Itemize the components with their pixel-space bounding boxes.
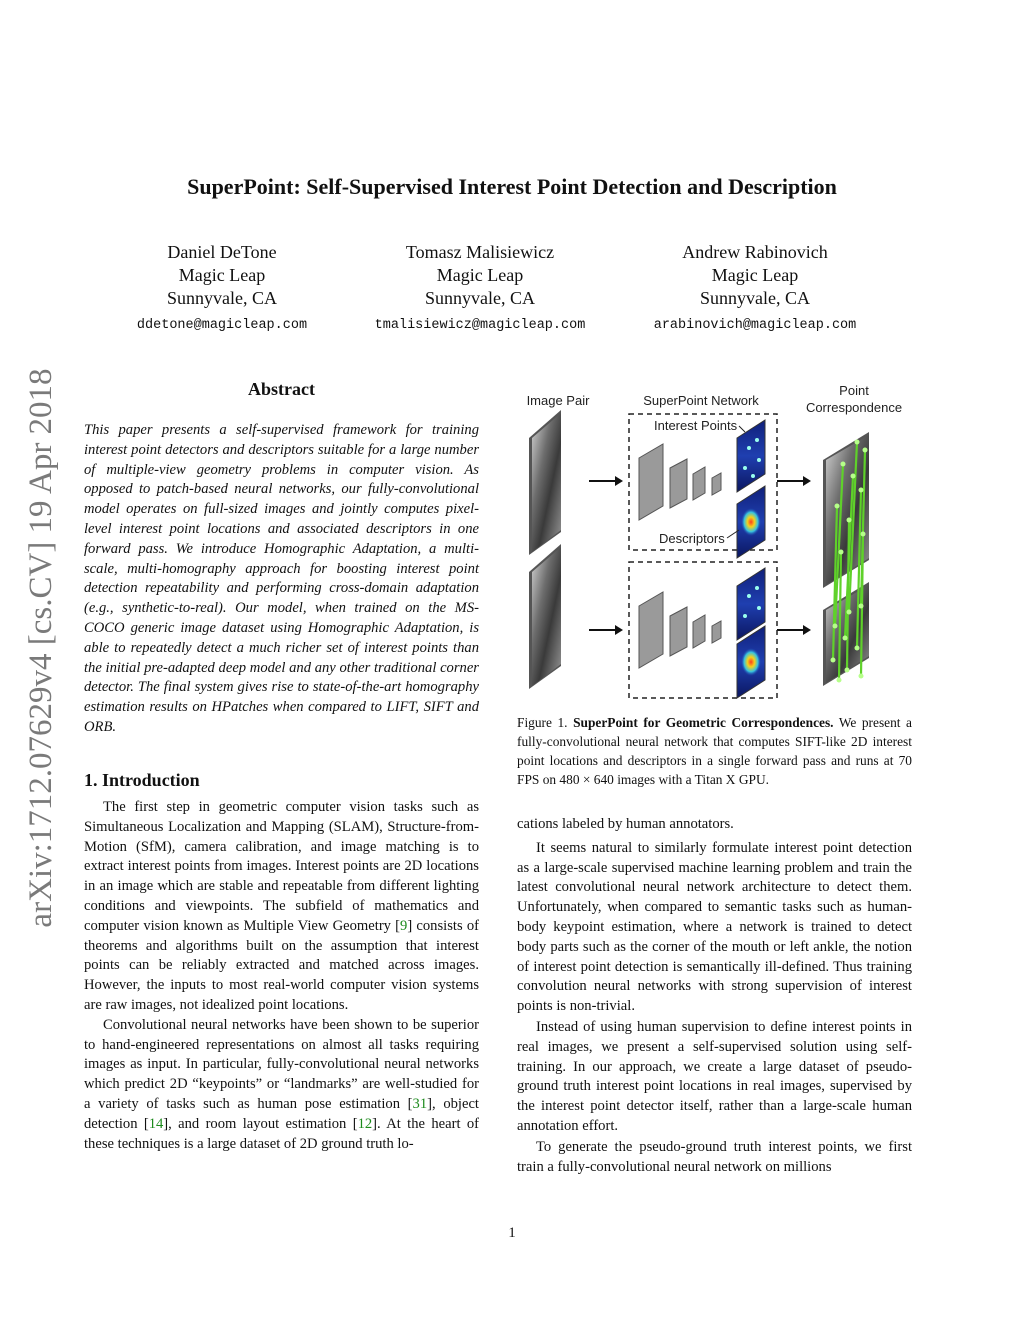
right-paragraph-0: cations labeled by human annotators. (517, 816, 734, 832)
intro-paragraph-2 (84, 1016, 479, 1155)
encoder-layers-top (639, 444, 721, 520)
introduction-column (84, 798, 479, 1154)
figure-superpoint-diagram (517, 380, 917, 700)
author-email[interactable]: tmalisiewicz@magicleap.com (374, 318, 586, 333)
label-superpoint-network: SuperPoint Network (643, 393, 759, 408)
text-span: The first step in geometric computer vision tasks such as Simultaneous Localization and Mapping (SLAM), Structure-from-Motion (SfM), camera calibration, and image matching is to extract interest points from images. Interest points are 2D locations in an image which are stable and repeatable from different lighting conditions and viewpoints. The subfield of mathematics and computer vision known as Multiple View Geometry [ (84, 799, 479, 934)
author-1 (92, 241, 352, 337)
label-interest-points: Interest Points (654, 418, 738, 433)
arrow-icon (777, 476, 811, 486)
text-span: ], and room layout estimation [ (163, 1115, 358, 1132)
author-email[interactable]: ddetone@magicleap.com (136, 318, 308, 333)
label-correspondence: Correspondence (805, 400, 903, 415)
arrow-icon (777, 625, 811, 635)
author-affiliation: Magic Leap (711, 265, 799, 285)
label-leader-line (739, 426, 745, 432)
caption-label: Figure 1. (517, 715, 568, 730)
input-image-top (529, 410, 561, 555)
author-location: Sunnyvale, CA (425, 288, 535, 308)
text-span: ]. At the heart of these techniques is a large dataset of 2D ground truth lo- (84, 1115, 479, 1152)
author-location: Sunnyvale, CA (700, 288, 810, 308)
intro-paragraph-1 (84, 798, 479, 1016)
author-name: Tomasz Malisiewicz (405, 242, 555, 262)
author-location: Sunnyvale, CA (167, 288, 277, 308)
author-affiliation: Magic Leap (178, 265, 266, 285)
right-paragraph-1: It seems natural to similarly formulate interest point detection as a large-scale supervised machine learning problem and train the latest convolutional neural network architecture to detect them. Unfortunately, when compared to semantic tasks such as human-body keypoint estimation, where a network is trained to detect body parts such as the corner of the mouth or left ankle, the notion of interest point detection is semantically ill-defined. Thus training convolution neural networks with strong supervision of interest points is non-trivial. (517, 839, 912, 1015)
encoder-layers-bottom (639, 592, 721, 668)
citation-link[interactable]: 14 (148, 1115, 164, 1132)
label-point: Point (839, 383, 869, 398)
right-paragraph-3: To generate the pseudo-ground truth interest points, we first train a fully-convolutional neural network on millions (517, 1138, 912, 1175)
caption-text: We present a fully-convolutional neural network that computes SIFT-like 2D interest point locations and descriptors in a single forward pass and runs at 70 FPS on 480 × 640 images with a Titan X GPU. (517, 715, 912, 787)
page-number: 1 (508, 1225, 516, 1241)
interest-points-map-top (737, 420, 765, 492)
abstract-text: This paper presents a self-supervised framework for training interest point detectors and descriptors suitable for a large number of multiple-view geometry problems in computer vision. As opposed to patch-based neural networks, our fully-convolutional model operates on full-sized images and jointly computes pixel-level interest point locations and associated descriptors in one forward pass. We introduce Homographic Adaptation, a multi-scale, multi-homography approach for boosting interest point detection repeatability and performing cross-domain adaptation (e.g., synthetic-to-real). Our model, when trained on the MS-COCO generic image dataset using Homographic Adaptation, is able to repeatedly detect a much richer set of interest points than the initial pre-adapted deep model and any other traditional corner detector. The final system gives rise to state-of-the-art homography estimation results on HPatches when compared to LIFT, SIFT and ORB. (84, 422, 479, 735)
arrow-icon (589, 476, 623, 486)
input-image-bottom (529, 544, 561, 689)
abstract-heading: Abstract (248, 379, 315, 399)
author-2 (350, 241, 610, 337)
arxiv-identifier: arXiv:1712.07629v4 [cs.CV] 19 Apr 2018 (23, 368, 59, 928)
text-span: ] consists of theorems and algorithms built on the assumption that interest points can be reliably extracted and matched across images. However, the inputs to most real-world computer vision systems are raw images, not idealized point locations. (84, 917, 479, 1013)
section-heading-introduction: 1. Introduction (84, 770, 200, 790)
citation-link[interactable]: 31 (412, 1095, 428, 1112)
label-image-pair: Image Pair (526, 393, 590, 408)
descriptors-map-top (737, 486, 765, 558)
caption-bold-title: SuperPoint for Geometric Correspondences. (573, 715, 834, 730)
label-descriptors: Descriptors (659, 531, 725, 546)
text-span: ], object detection [ (84, 1095, 479, 1132)
right-column (517, 815, 912, 1178)
author-email[interactable]: arabinovich@magicleap.com (653, 318, 857, 333)
author-affiliation: Magic Leap (436, 265, 524, 285)
author-name: Daniel DeTone (167, 242, 277, 262)
text-span: Convolutional neural networks have been shown to be superior to hand-engineered representations on almost all tasks requiring images as input. In particular, fully-convolutional neural networks which predict 2D “keypoints” or “landmarks” are well-studied for a variety of tasks such as human pose estimation [ (84, 1016, 479, 1112)
author-3 (625, 241, 885, 337)
citation-link[interactable]: 9 (400, 917, 408, 934)
figure-caption (517, 713, 912, 789)
arrow-icon (589, 625, 623, 635)
citation-link[interactable]: 12 (357, 1115, 373, 1132)
author-name: Andrew Rabinovich (682, 242, 828, 262)
paper-title: SuperPoint: Self-Supervised Interest Point Detection and Description (187, 174, 837, 199)
right-paragraph-2: Instead of using human supervision to define interest points in real images, we present a self-supervised solution using self-training. In our approach, we create a large dataset of pseudo-ground truth interest point locations in real images, supervised by the interest point detector itself, rather than a large-scale human annotation effort. (517, 1018, 912, 1134)
